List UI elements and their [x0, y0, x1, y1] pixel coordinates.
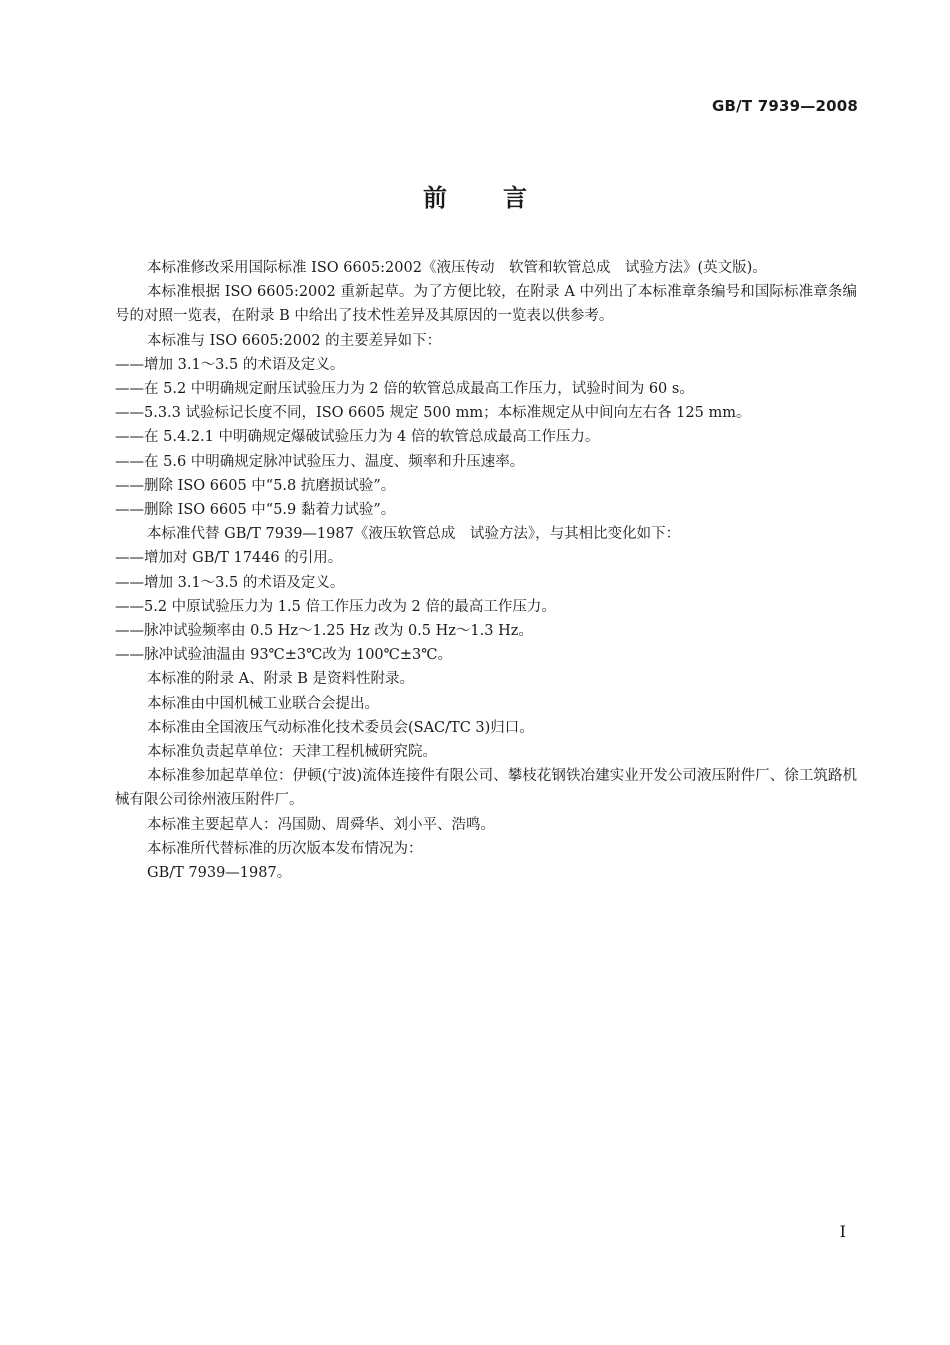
list-item: ——在 5.2 中明确规定耐压试验压力为 2 倍的软管总成最高工作压力，试验时间为 60 s。 — [115, 381, 694, 398]
list-item: ——删除 ISO 6605 中“5.9 黏着力试验”。 — [115, 502, 396, 519]
list-item: ——5.2 中原试验压力为 1.5 倍工作压力改为 2 倍的最高工作压力。 — [115, 598, 556, 615]
page-title: 前言 — [423, 184, 583, 212]
list-item: ——增加对 GB/T 17446 的引用。 — [115, 550, 343, 567]
paragraph-replaces: 本标准代替 GB/T 7939—1987《液压软管总成 试验方法》，与其相比变化如下： — [147, 526, 681, 543]
list-item: ——在 5.4.2.1 中明确规定爆破试验压力为 4 倍的软管总成最高工作压力。 — [115, 429, 600, 446]
paragraph-main-drafters: 本标准主要起草人：冯国勋、周舜华、刘小平、浩鸣。 — [147, 816, 495, 833]
list-item: ——在 5.6 中明确规定脉冲试验压力、温度、频率和升压速率。 — [115, 453, 525, 470]
list-item: ——脉冲试验频率由 0.5 Hz～1.25 Hz 改为 0.5 Hz～1.3 Hz。 — [115, 623, 533, 640]
list-item: ——删除 ISO 6605 中“5.8 抗磨损试验”。 — [115, 477, 396, 494]
document-body — [115, 256, 857, 885]
paragraph-participating-drafters: 本标准参加起草单位：伊顿(宁波)流体连接件有限公司、攀枝花钢铁冶建实业开发公司液压附件厂、徐工筑路机械有限公司徐州液压附件厂。 — [115, 768, 857, 809]
list-item: ——增加 3.1～3.5 的术语及定义。 — [115, 574, 345, 591]
paragraph-redraft: 本标准根据 ISO 6605:2002 重新起草。为了方便比较，在附录 A 中列出了本标准章条编号和国际标准章条编号的对照一览表，在附录 B 中给出了技术性差异及其原因的一览表以供参考。 — [115, 284, 857, 325]
list-item: ——增加 3.1～3.5 的术语及定义。 — [115, 356, 345, 373]
paragraph-history-version: GB/T 7939—1987。 — [147, 865, 292, 882]
paragraph-proposed-by: 本标准由中国机械工业联合会提出。 — [147, 695, 379, 712]
paragraph-lead-drafter: 本标准负责起草单位：天津工程机械研究院。 — [147, 744, 437, 761]
list-item: ——脉冲试验油温由 93℃±3℃改为 100℃±3℃。 — [115, 647, 452, 664]
paragraph-history-intro: 本标准所代替标准的历次版本发布情况为： — [147, 840, 423, 857]
paragraph-adoption: 本标准修改采用国际标准 ISO 6605:2002《液压传动 软管和软管总成 试验方法》(英文版)。 — [147, 260, 767, 276]
standard-number: GB/T 7939—2008 — [712, 97, 858, 115]
paragraph-differences-intro: 本标准与 ISO 6605:2002 的主要差异如下： — [147, 332, 442, 349]
paragraph-annexes: 本标准的附录 A、附录 B 是资料性附录。 — [147, 671, 414, 688]
list-item: ——5.3.3 试验标记长度不同，ISO 6605 规定 500 mm；本标准规定从中间向左右各 125 mm。 — [115, 405, 751, 422]
paragraph-administered-by: 本标准由全国液压气动标准化技术委员会(SAC/TC 3)归口。 — [147, 719, 534, 736]
page-number: I — [839, 1222, 846, 1241]
